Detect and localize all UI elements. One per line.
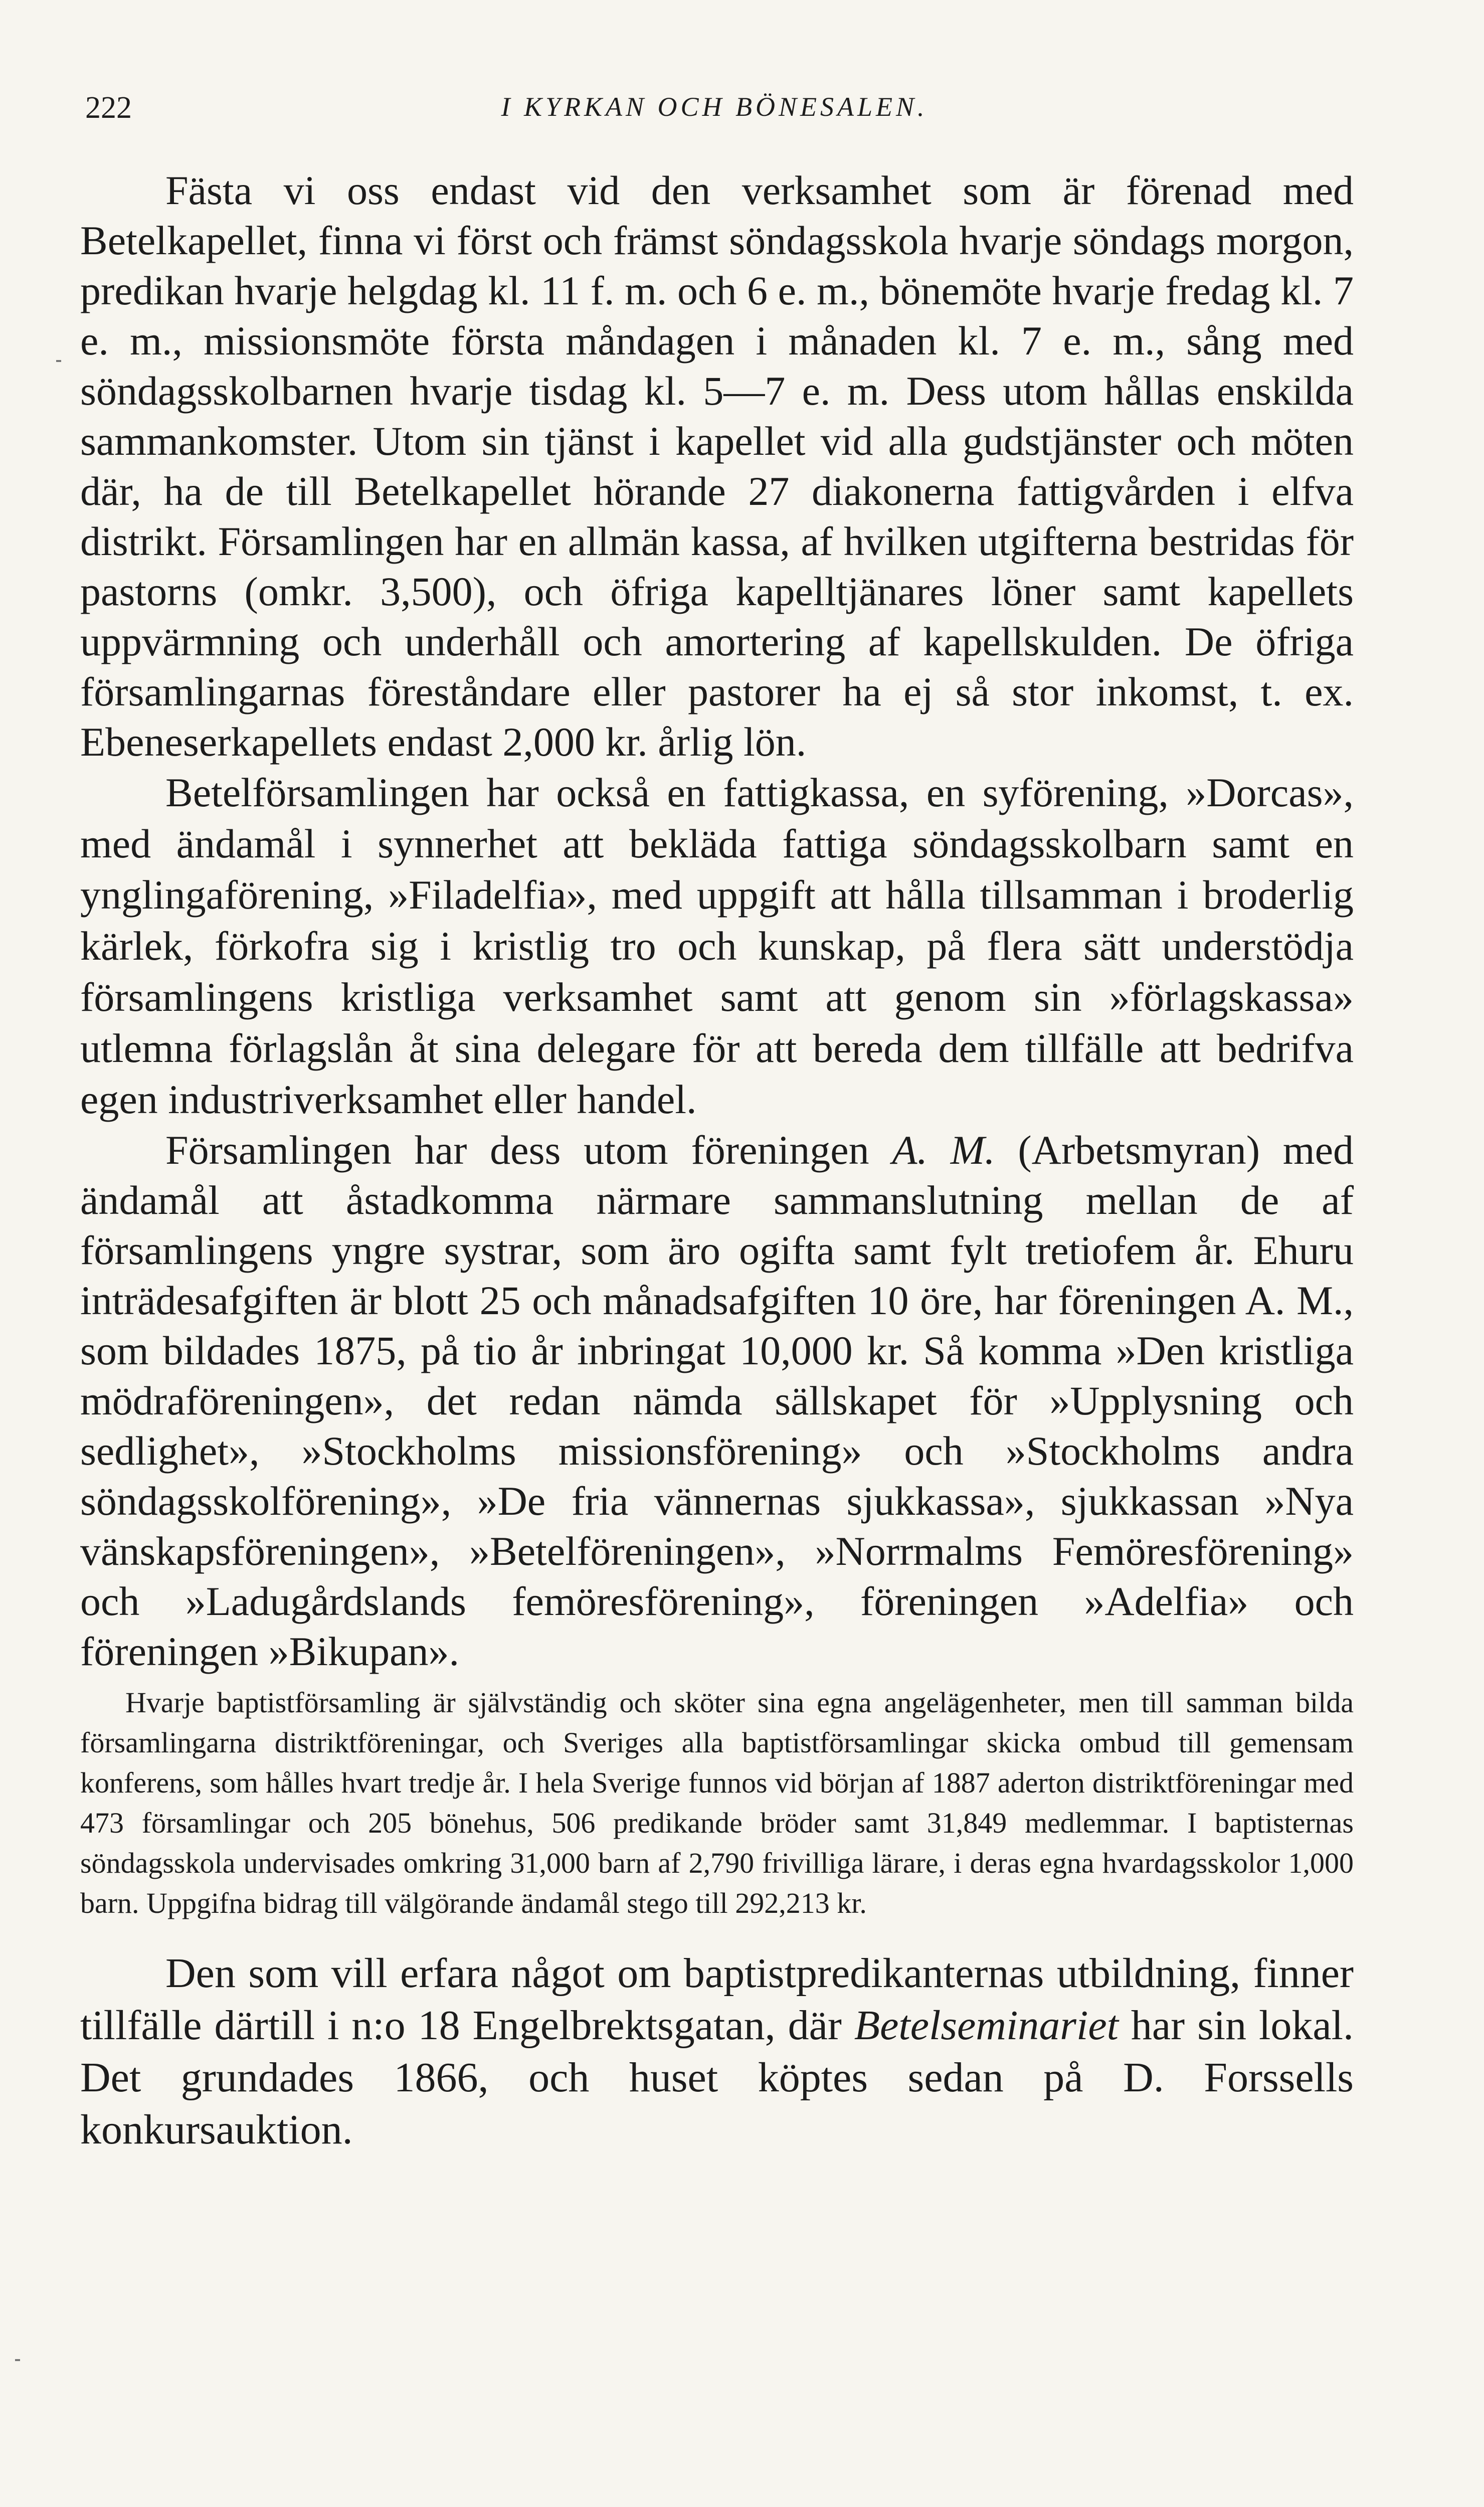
paragraph-text: (Arbetsmyran) med ändamål att åstadkomma närmare sammanslutning mellan de af församlingens yngre systrar, som äro ogifta samt fylt tretiofem år. Ehuru inträdesafgiften är blott 25 och månadsafgiften 10 öre, har föreningen A. M., som bildades 1875, på tio år inbringat 10,000 kr. Så komma »Den kristliga mödraföreningen», det redan nämda sällskapet för »Upplysning och sedlighet», »Stockholms missionsförening» och »Stockholms andra söndagsskolförening», »De fria vännernas sjukkassa», sjukkassan »Nya vänskapsföreningen», »Betelföreningen», »Norrmalms Femöresförening» och »Ladugårdslands femöresförening», föreningen »Adelfia» och föreningen »Bikupan». xyxy=(80,1127,1354,1674)
page-header xyxy=(75,90,1354,135)
page-body xyxy=(80,165,1354,2156)
running-head: I KYRKAN OCH BÖNESALEN. xyxy=(501,92,928,122)
margin-mark xyxy=(56,360,61,362)
page-number: 222 xyxy=(85,91,132,125)
paragraph-text: har sin lokal. Det grundades 1866, och huset köptes sedan på D. Forssells konkursauktion. xyxy=(80,2002,1354,2153)
small-print-statistics: Hvarje baptistförsamling är självständig och sköter sina egna angelägenheter, men till samman bilda församlingarna distriktföreningar, och Sveriges alla baptistförsamlingar skicka ombud till gemensam konferens, som hålles hvart tredje år. I hela Sverige funnos vid början af 1887 aderton distriktföreningar med 473 församlingar och 205 bönehus, 506 predikande bröder samt 31,849 medlemmar. I baptisternas söndagsskola undervisades omkring 31,000 barn af 2,790 frivilliga lärare, i deras egna hvardagsskolor 1,000 barn. Uppgifna bidrag till välgörande ändamål stego till 292,213 kr. xyxy=(80,1686,1354,1919)
margin-mark xyxy=(15,2359,20,2361)
paragraph-betelkapellet: Fästa vi oss endast vid den verksamhet som är förenad med Betelkapellet, finna vi först och främst söndagsskola hvarje söndags morgon, predikan hvarje helgdag kl. 11 f. m. och 6 e. m., bönemöte hvarje fredag kl. 7 e. m., missionsmöte första måndagen i månaden kl. 7 e. m., sång med söndagsskolbarnen hvarje tisdag kl. 5—7 e. m. Dess utom hållas enskilda sammankomster. Utom sin tjänst i kapellet vid alla gudstjänster och möten där, ha de till Betelkapellet hörande 27 diakonerna fattigvården i elfva distrikt. Församlingen har en allmän kassa, af hvilken utgifterna bestridas för pastorns (omkr. 3,500), och öfriga kapelltjänares löner samt kapellets uppvärmning och underhåll och amortering af kapellskulden. De öfriga församlingarnas föreståndare eller pastorer ha ej så stor inkomst, t. ex. Ebeneserkapellets endast 2,000 kr. årlig lön. xyxy=(80,167,1354,765)
paragraph-betelseminariet xyxy=(80,1947,1354,2156)
paragraph-text: Församlingen har dess utom föreningen xyxy=(165,1127,892,1173)
seminary-name: Betelseminariet xyxy=(854,2002,1119,2049)
paragraph-betelforsamlingen: Betelförsamlingen har också en fattigkassa, en syförening, »Dorcas», med ändamål i synnerhet att bekläda fattiga söndagsskolbarn samt en ynglingaförening, »Filadelfia», med uppgift att hålla tillsamman i broderlig kärlek, förkofra sig i kristlig tro och kunskap, på flera sätt understödja församlingens kristliga verksamhet samt att genom sin »förlagskassa» utlemna förlagslån åt sina delegare för att bereda dem tillfälle att bedrifva egen industriverksamhet eller handel. xyxy=(80,770,1354,1122)
abbreviation-am: A. M. xyxy=(892,1127,995,1173)
paragraph-foreningen-am xyxy=(80,1125,1354,1677)
paragraph-text: Den som vill erfara något om baptistpredikanternas utbildning, finner tillfälle därtill i n:o 18 Engelbrektsgatan, där xyxy=(80,1950,1354,2049)
